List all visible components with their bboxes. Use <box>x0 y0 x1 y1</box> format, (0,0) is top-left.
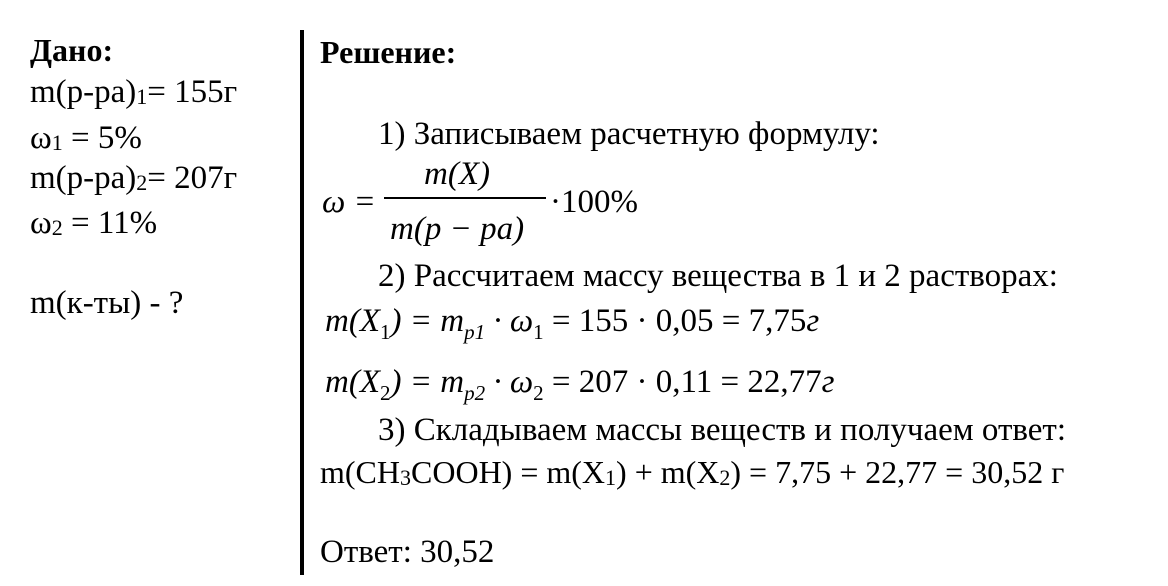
step-2-text: 2) Рассчитаем массу вещества в 1 и 2 растворах: <box>378 258 1058 294</box>
answer: Ответ: 30,52 <box>320 534 495 570</box>
given-solution-mass-1: m(р-ра)1= 155г <box>30 74 238 110</box>
given-heading: Дано: <box>30 32 114 68</box>
given-fraction-2: ω2 = 11% <box>30 205 158 241</box>
fraction-bar <box>384 197 546 199</box>
formula-3: $m(X_2) = m_{p2} \cdot \omega_2 = 207 \cdot 0,11 = 22,77г$ <box>325 364 835 405</box>
final-equation: m(CH3COOH) = m(X1) + m(X2) = 7,75 + 22,77 = 30,52 г <box>320 454 1065 490</box>
solution-heading: Решение: <box>320 34 457 70</box>
formula-1-denominator: m(p − pa) <box>390 211 525 247</box>
formula-1-lhs: ω = <box>322 184 376 220</box>
given-solution-mass-2: m(р-ра)2= 207г <box>30 160 238 196</box>
given-fraction-1: ω1 = 5% <box>30 120 142 156</box>
step-3-text: 3) Складываем массы веществ и получаем ответ: <box>378 412 1067 448</box>
given-find: m(к-ты) - ? <box>30 285 184 321</box>
formula-1-tail: ·100% <box>550 184 638 220</box>
column-divider <box>300 30 304 575</box>
formula-2: $m(X_1) = m_{p1} \cdot \omega_1 = 155 \cdot 0,05 = 7,75г$ <box>325 303 820 344</box>
formula-1-numerator: m(X) <box>424 156 490 192</box>
step-1-text: 1) Записываем расчетную формулу: <box>378 116 880 152</box>
